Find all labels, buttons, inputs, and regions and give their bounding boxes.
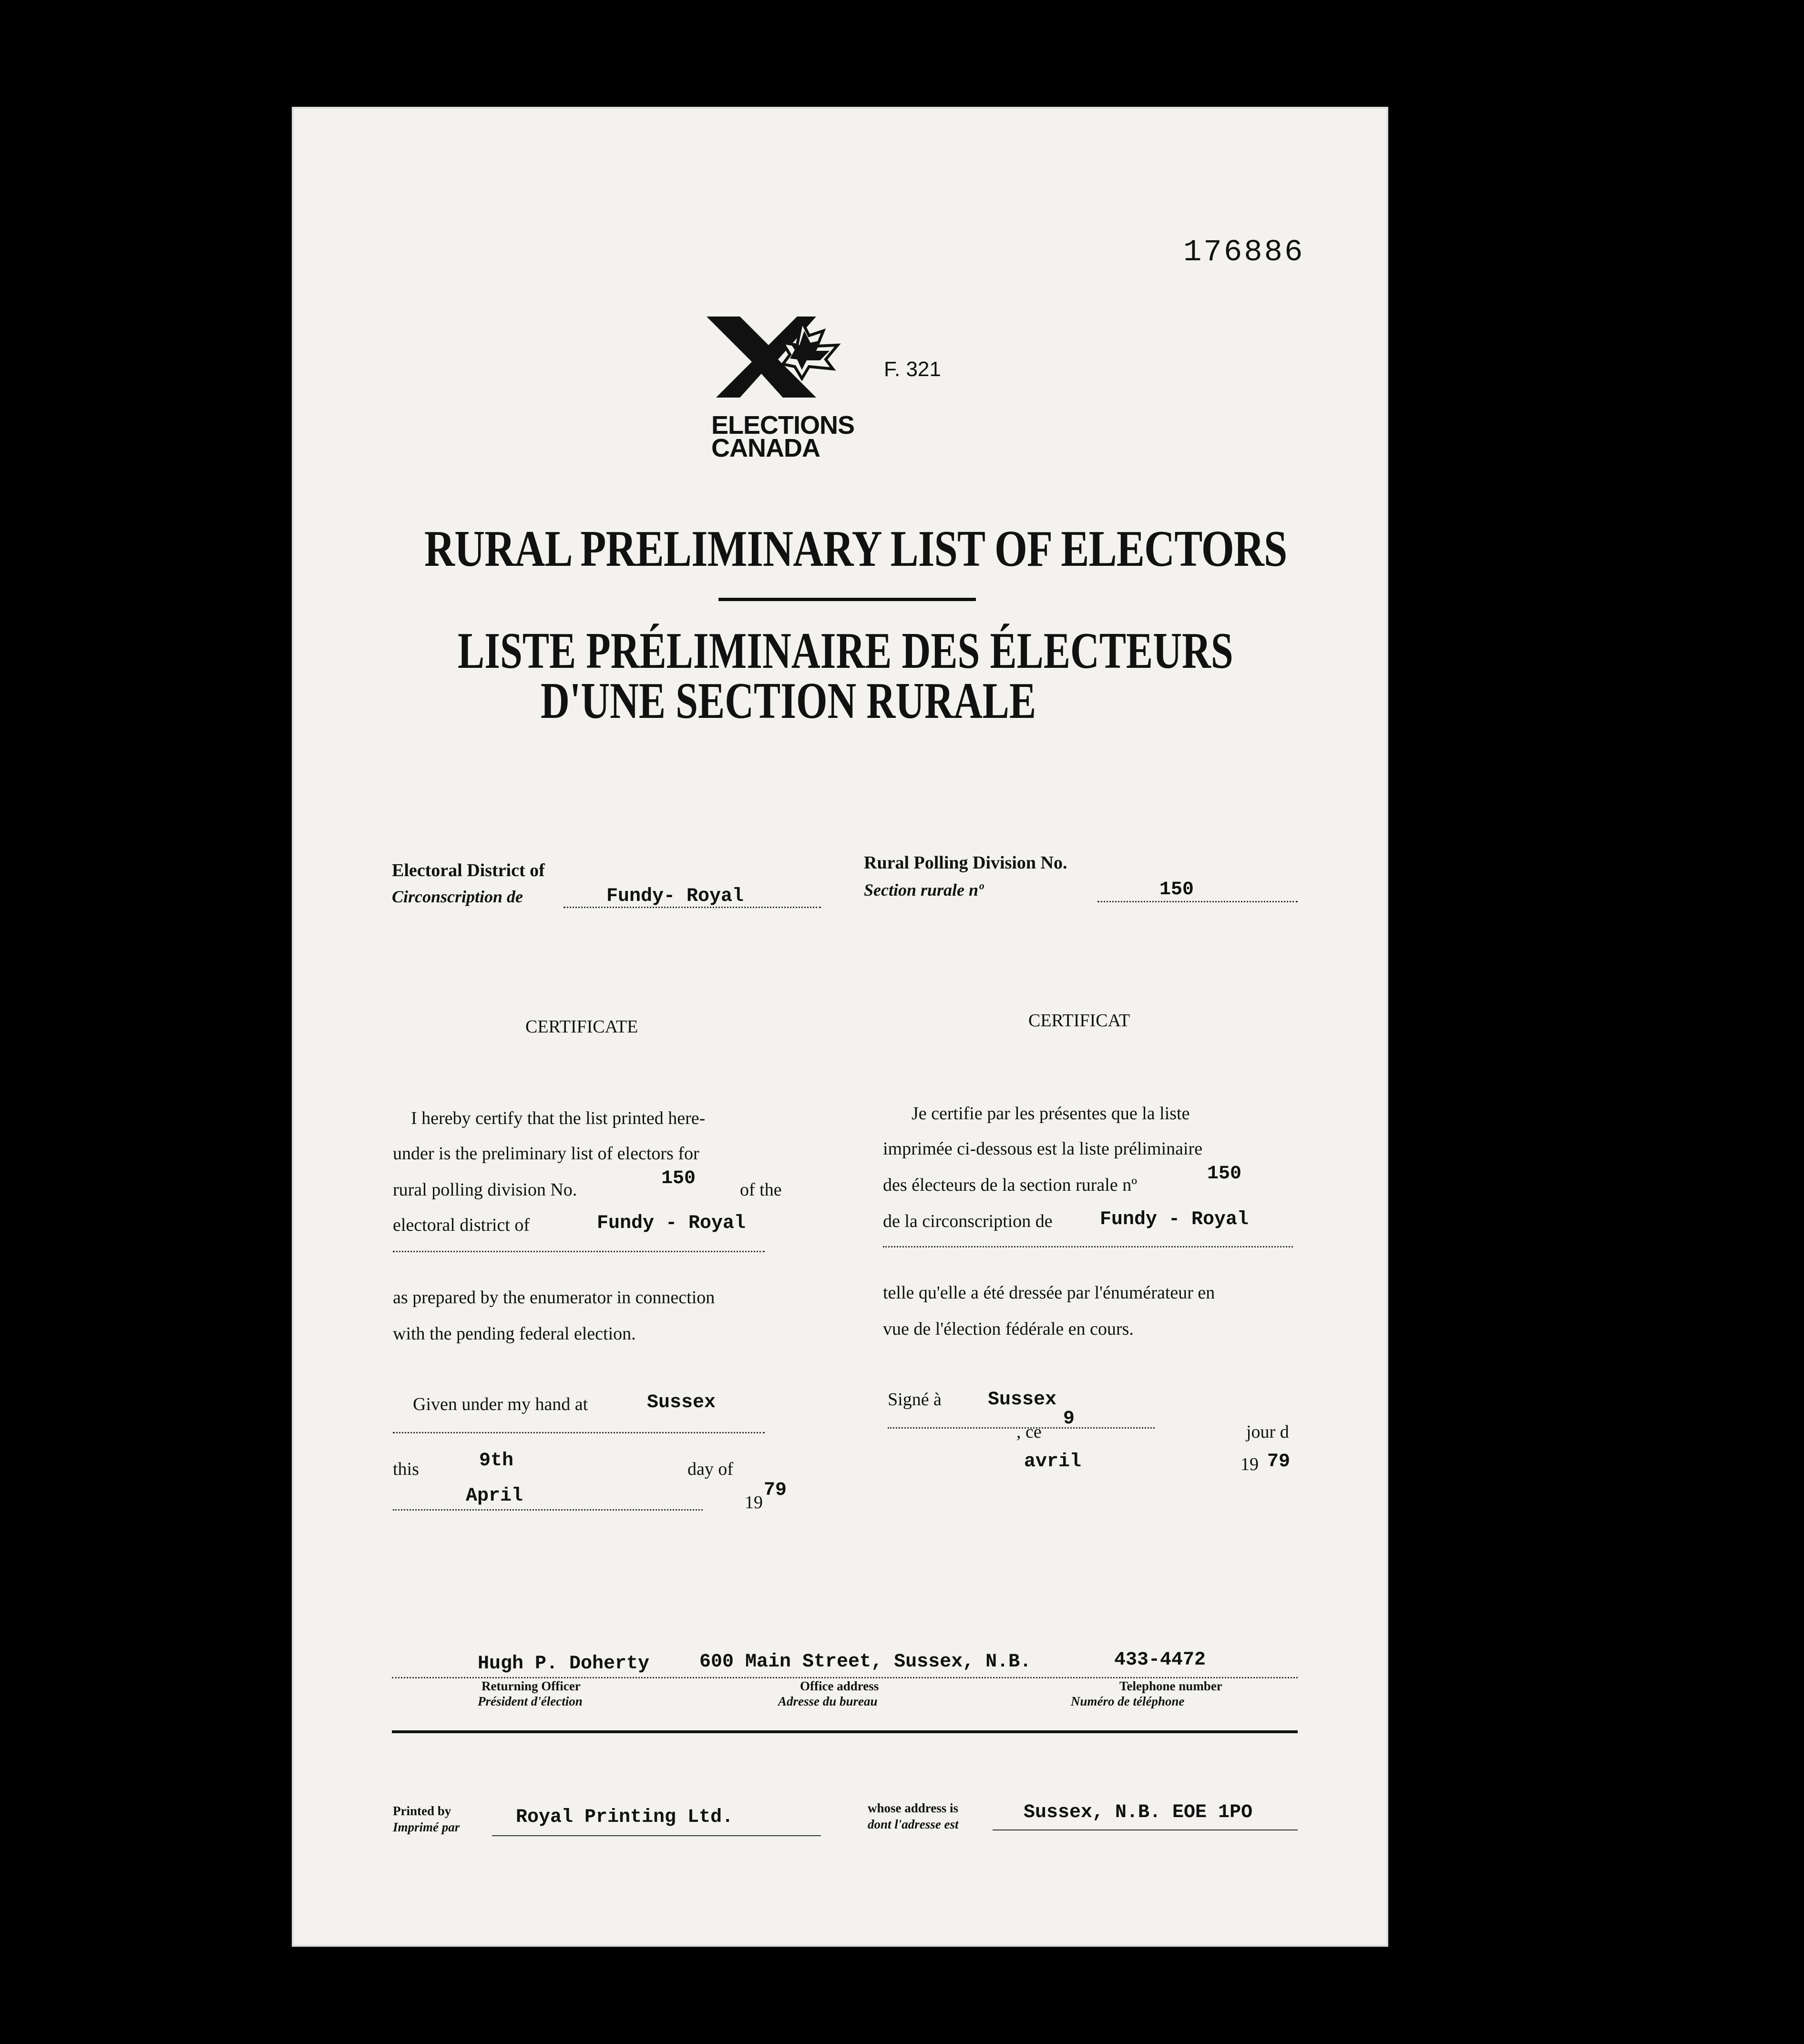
cert-fr-jour-label: jour d	[1246, 1422, 1289, 1442]
cert-en-line-5: as prepared by the enumerator in connection	[393, 1288, 715, 1308]
cert-fr-line-3: des électeurs de la section rurale nº	[883, 1175, 1137, 1195]
printer-address: Sussex, N.B. EOE 1PO	[1024, 1802, 1253, 1823]
cert-en-month: April	[466, 1485, 523, 1507]
polling-label-fr: Section rurale nº	[864, 880, 984, 899]
certificate-en-heading: CERTIFICATE	[525, 1017, 638, 1037]
title-french-line-2: D'UNE SECTION RURALE	[541, 673, 1036, 729]
printer-address-line	[993, 1829, 1298, 1830]
title-divider	[718, 598, 976, 601]
cert-en-year-prefix: 19	[745, 1492, 763, 1513]
cert-fr-blank-line	[883, 1246, 1293, 1247]
officer-name-label-en: Returning Officer	[482, 1679, 581, 1693]
officer-address-label-fr: Adresse du bureau	[778, 1694, 878, 1708]
printer-label-fr: Imprimé par	[393, 1820, 460, 1834]
elections-canada-logo	[707, 317, 850, 398]
title-french-line-1: LISTE PRÉLIMINAIRE DES ÉLECTEURS	[458, 623, 1233, 679]
officer-phone-label-fr: Numéro de téléphone	[1071, 1694, 1185, 1708]
logo-line-1: ELECTIONS	[711, 411, 855, 439]
section-divider	[392, 1730, 1298, 1733]
cert-fr-year-suffix: 79	[1267, 1451, 1291, 1472]
printer-name: Royal Printing Ltd.	[516, 1807, 734, 1828]
cert-en-line-4: electoral district of	[393, 1215, 530, 1235]
cert-fr-year-prefix: 19	[1240, 1454, 1259, 1474]
printer-address-label-en: whose address is	[868, 1801, 959, 1815]
officer-name-label-fr: Président d'élection	[478, 1694, 583, 1708]
form-number: F. 321	[884, 358, 941, 381]
cert-en-line-2: under is the preliminary list of electors for	[393, 1144, 699, 1164]
cert-fr-signed-label: Signé à	[888, 1390, 942, 1410]
cert-en-given-place: Sussex	[647, 1392, 716, 1413]
maple-leaf-x-icon	[707, 317, 850, 398]
cert-en-division: 150	[661, 1168, 696, 1189]
polling-label-en: Rural Polling Division No.	[864, 853, 1067, 873]
cert-en-place-line	[393, 1432, 765, 1433]
officer-name: Hugh P. Doherty	[478, 1653, 650, 1675]
officer-line	[392, 1677, 1298, 1678]
polling-field	[1097, 877, 1298, 902]
cert-fr-division: 150	[1207, 1163, 1242, 1185]
printer-label-en: Printed by	[393, 1804, 451, 1818]
officer-address: 600 Main Street, Sussex, N.B.	[699, 1651, 1032, 1673]
document-page	[292, 107, 1388, 1947]
logo-line-2: CANADA	[711, 434, 820, 462]
officer-address-label-en: Office address	[800, 1679, 879, 1693]
cert-fr-line-1: Je certifie par les présentes que la liste	[912, 1104, 1190, 1124]
certificate-fr-heading: CERTIFICAT	[1028, 1011, 1130, 1031]
cert-en-day-of-label: day of	[687, 1459, 734, 1479]
printer-line	[492, 1835, 821, 1836]
cert-en-day: 9th	[479, 1450, 514, 1472]
officer-phone: 433-4472	[1114, 1649, 1206, 1671]
cert-fr-ce-label: , ce	[1016, 1422, 1042, 1442]
district-field	[564, 883, 821, 908]
cert-fr-line-5: telle qu'elle a été dressée par l'énumérateur en	[883, 1283, 1215, 1303]
cert-en-district: Fundy - Royal	[597, 1213, 746, 1234]
district-value: Fundy- Royal	[606, 886, 744, 907]
cert-fr-signed-place: Sussex	[988, 1389, 1057, 1410]
serial-number: 176886	[1183, 235, 1305, 270]
cert-en-line-1: I hereby certify that the list printed here-	[411, 1108, 706, 1128]
cert-en-blank-line	[393, 1251, 765, 1252]
district-label-en: Electoral District of	[392, 860, 545, 880]
cert-en-month-line	[393, 1509, 703, 1511]
logo-text	[711, 411, 855, 462]
officer-phone-label-en: Telephone number	[1119, 1679, 1222, 1693]
cert-fr-district: Fundy - Royal	[1100, 1209, 1249, 1230]
cert-en-line-3: rural polling division No.	[393, 1180, 577, 1200]
cert-en-given-label: Given under my hand at	[413, 1394, 588, 1414]
cert-fr-day: 9	[1063, 1408, 1075, 1430]
district-label-fr: Circonscription de	[392, 887, 523, 906]
cert-fr-line-4: de la circonscription de	[883, 1211, 1053, 1231]
cert-en-year-suffix: 79	[764, 1480, 787, 1501]
cert-fr-line-2: imprimée ci-dessous est la liste préliminaire	[883, 1139, 1203, 1159]
cert-en-line-6: with the pending federal election.	[393, 1324, 636, 1344]
cert-fr-line-6: vue de l'élection fédérale en cours.	[883, 1319, 1134, 1339]
printer-address-label-fr: dont l'adresse est	[868, 1817, 959, 1831]
cert-en-this-label: this	[393, 1459, 419, 1479]
title-english: RURAL PRELIMINARY LIST OF ELECTORS	[424, 521, 1287, 577]
cert-fr-month: avril	[1024, 1451, 1082, 1472]
polling-value: 150	[1159, 879, 1194, 900]
cert-en-line-3b: of the	[740, 1180, 782, 1200]
